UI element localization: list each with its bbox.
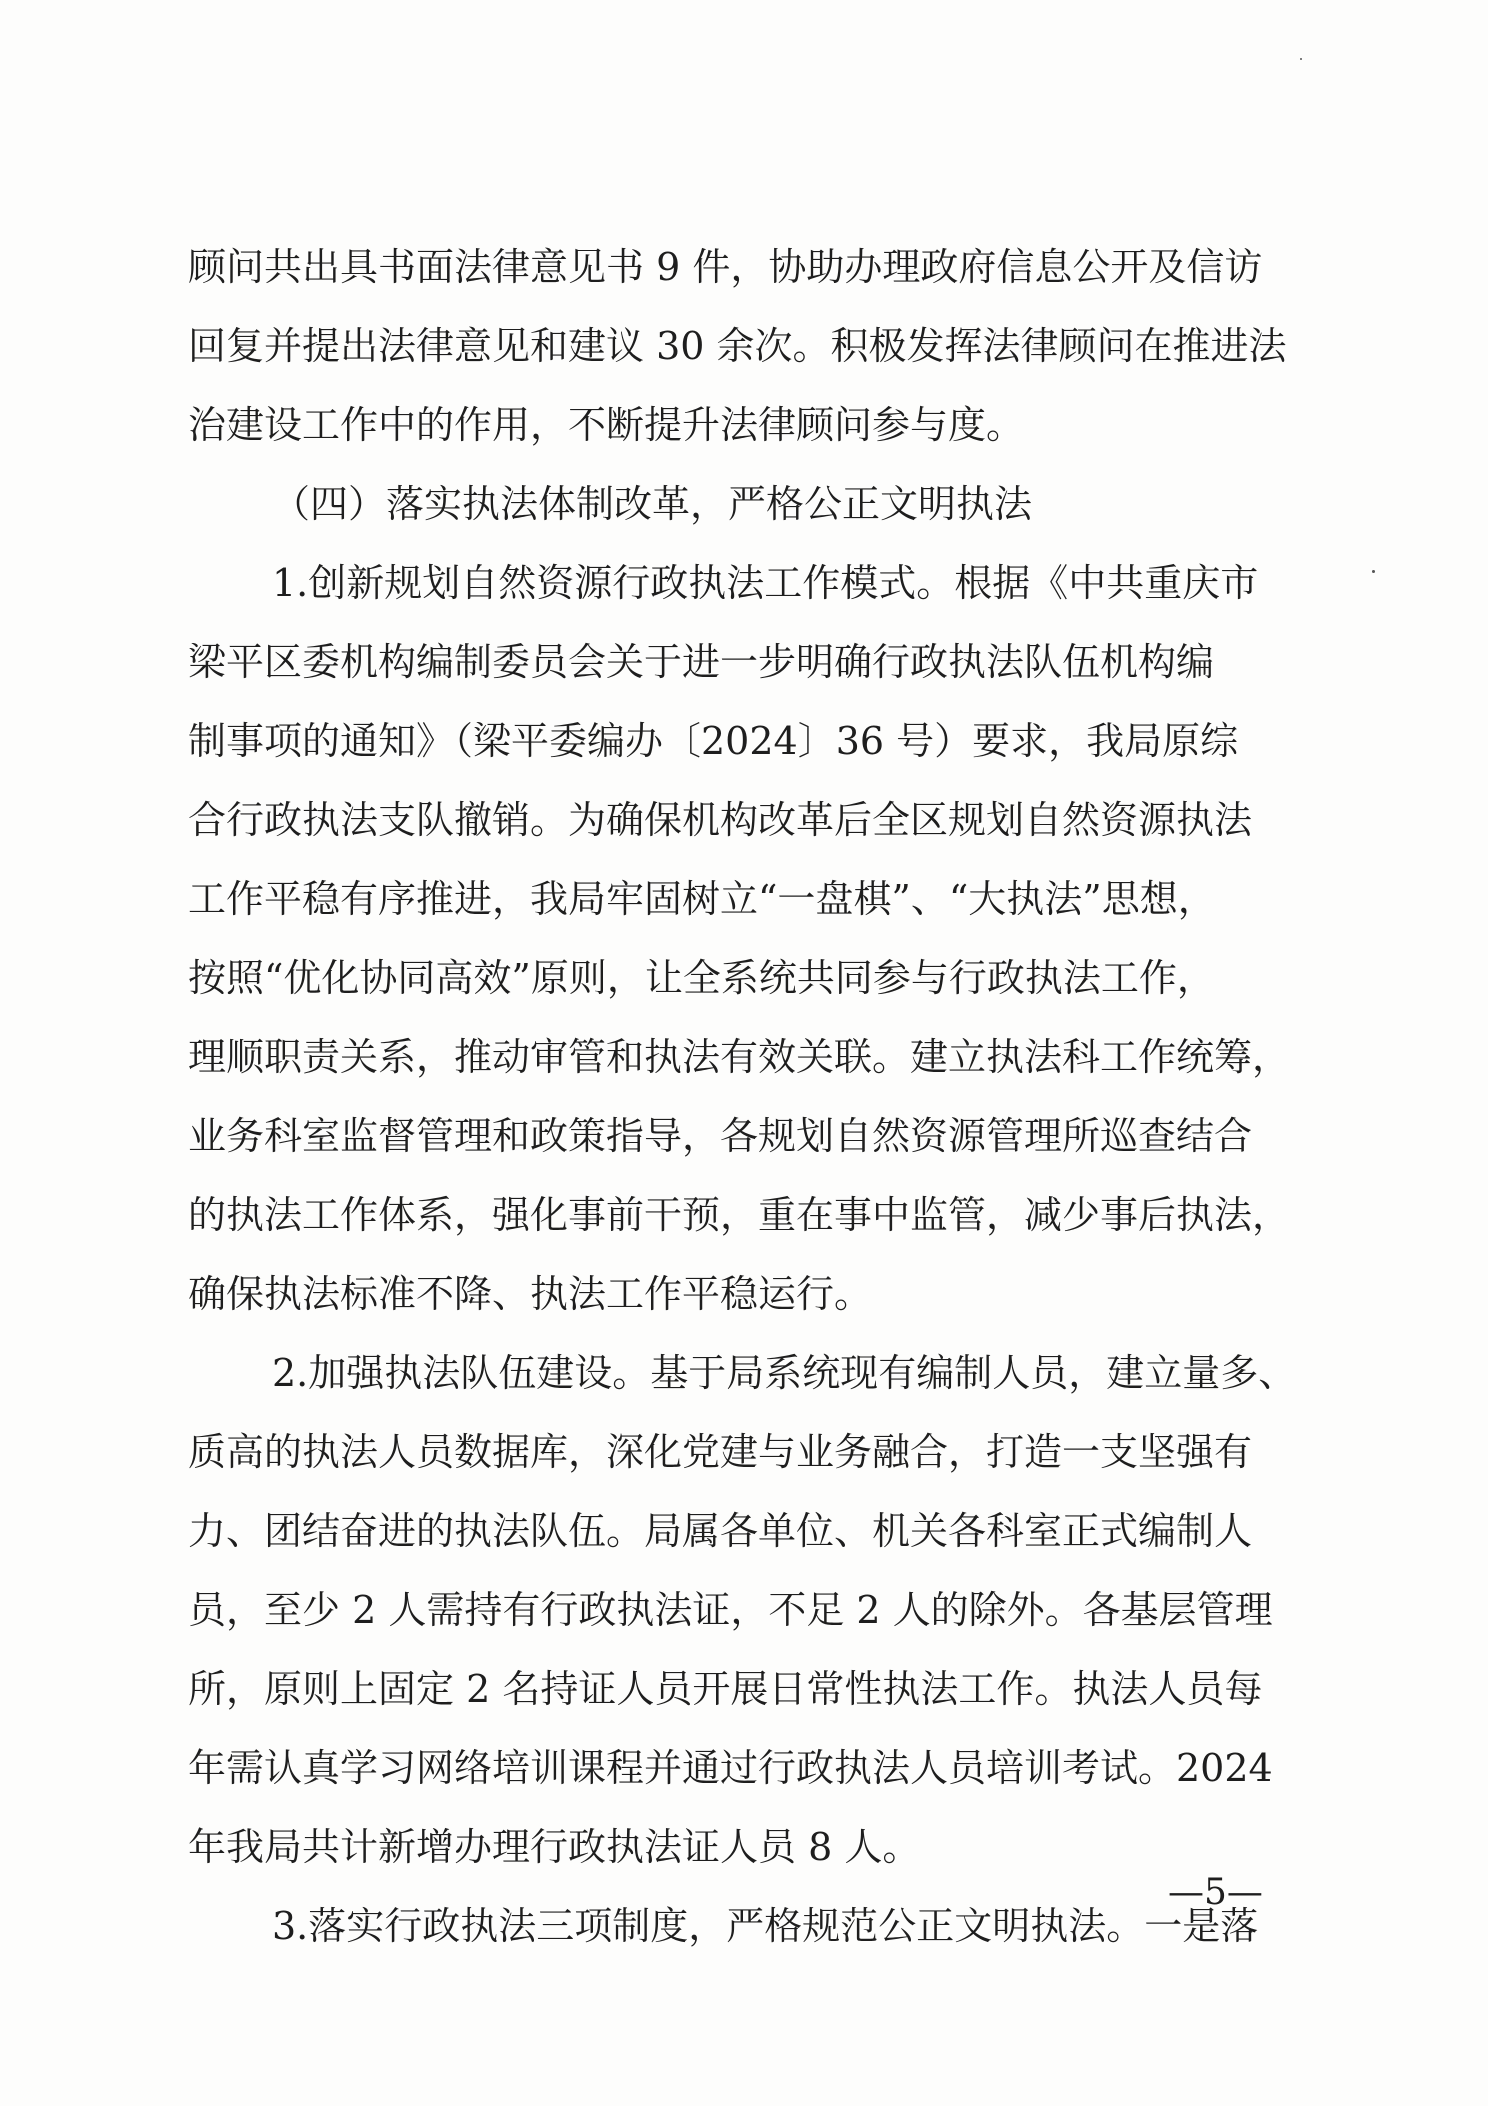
text-line: 业务科室监督管理和政策指导，各规划自然资源管理所巡查结合: [188, 1114, 1253, 1158]
text-line: 员，至少 2 人需持有行政执法证，不足 2 人的除外。各基层管理: [188, 1588, 1273, 1632]
text-line: 力、团结奋进的执法队伍。局属各单位、机关各科室正式编制人: [188, 1509, 1253, 1553]
section-heading: （四）落实执法体制改革，严格公正文明执法: [272, 482, 1033, 526]
text-line: 年需认真学习网络培训课程并通过行政执法人员培训考试。2024: [188, 1746, 1273, 1790]
text-line: 年我局共计新增办理行政执法证人员 8 人。: [188, 1825, 921, 1869]
text-line: 确保执法标准不降、执法工作平稳运行。: [188, 1272, 873, 1316]
document-body: [188, 228, 1298, 1966]
page-number: —5—: [1168, 1872, 1263, 1913]
text-line: 理顺职责关系，推动审管和执法有效关联。建立执法科工作统筹，: [188, 1035, 1291, 1079]
text-line: 所，原则上固定 2 名持证人员开展日常性执法工作。执法人员每: [188, 1667, 1263, 1711]
text-line: 3.落实行政执法三项制度，严格规范公正文明执法。一是落: [272, 1904, 1259, 1948]
text-line: 合行政执法支队撤销。为确保机构改革后全区规划自然资源执法: [188, 798, 1253, 842]
text-line: 质高的执法人员数据库，深化党建与业务融合，打造一支坚强有: [188, 1430, 1253, 1474]
text-line: 梁平区委机构编制委员会关于进一步明确行政执法队伍机构编: [188, 640, 1215, 684]
text-line: 1.创新规划自然资源行政执法工作模式。根据《中共重庆市: [272, 561, 1259, 605]
text-line: 顾问共出具书面法律意见书 9 件，协助办理政府信息公开及信访: [188, 245, 1263, 289]
text-line: 2.加强执法队伍建设。基于局系统现有编制人员，建立量多、: [272, 1351, 1297, 1395]
text-line: 工作平稳有序推进，我局牢固树立“一盘棋”、“大执法”思想，: [188, 877, 1216, 921]
text-line: 回复并提出法律意见和建议 30 余次。积极发挥法律顾问在推进法: [188, 324, 1287, 368]
scan-speck: [1300, 58, 1302, 60]
text-line: 治建设工作中的作用，不断提升法律顾问参与度。: [188, 403, 1025, 447]
text-line: 制事项的通知》（梁平委编办〔2024〕36 号）要求，我局原综: [188, 719, 1239, 763]
text-line: 按照“优化协同高效”原则，让全系统共同参与行政执法工作，: [188, 956, 1215, 1000]
text-line: 的执法工作体系，强化事前干预，重在事中监管，减少事后执法，: [188, 1193, 1291, 1237]
scan-speck: [1372, 570, 1375, 573]
